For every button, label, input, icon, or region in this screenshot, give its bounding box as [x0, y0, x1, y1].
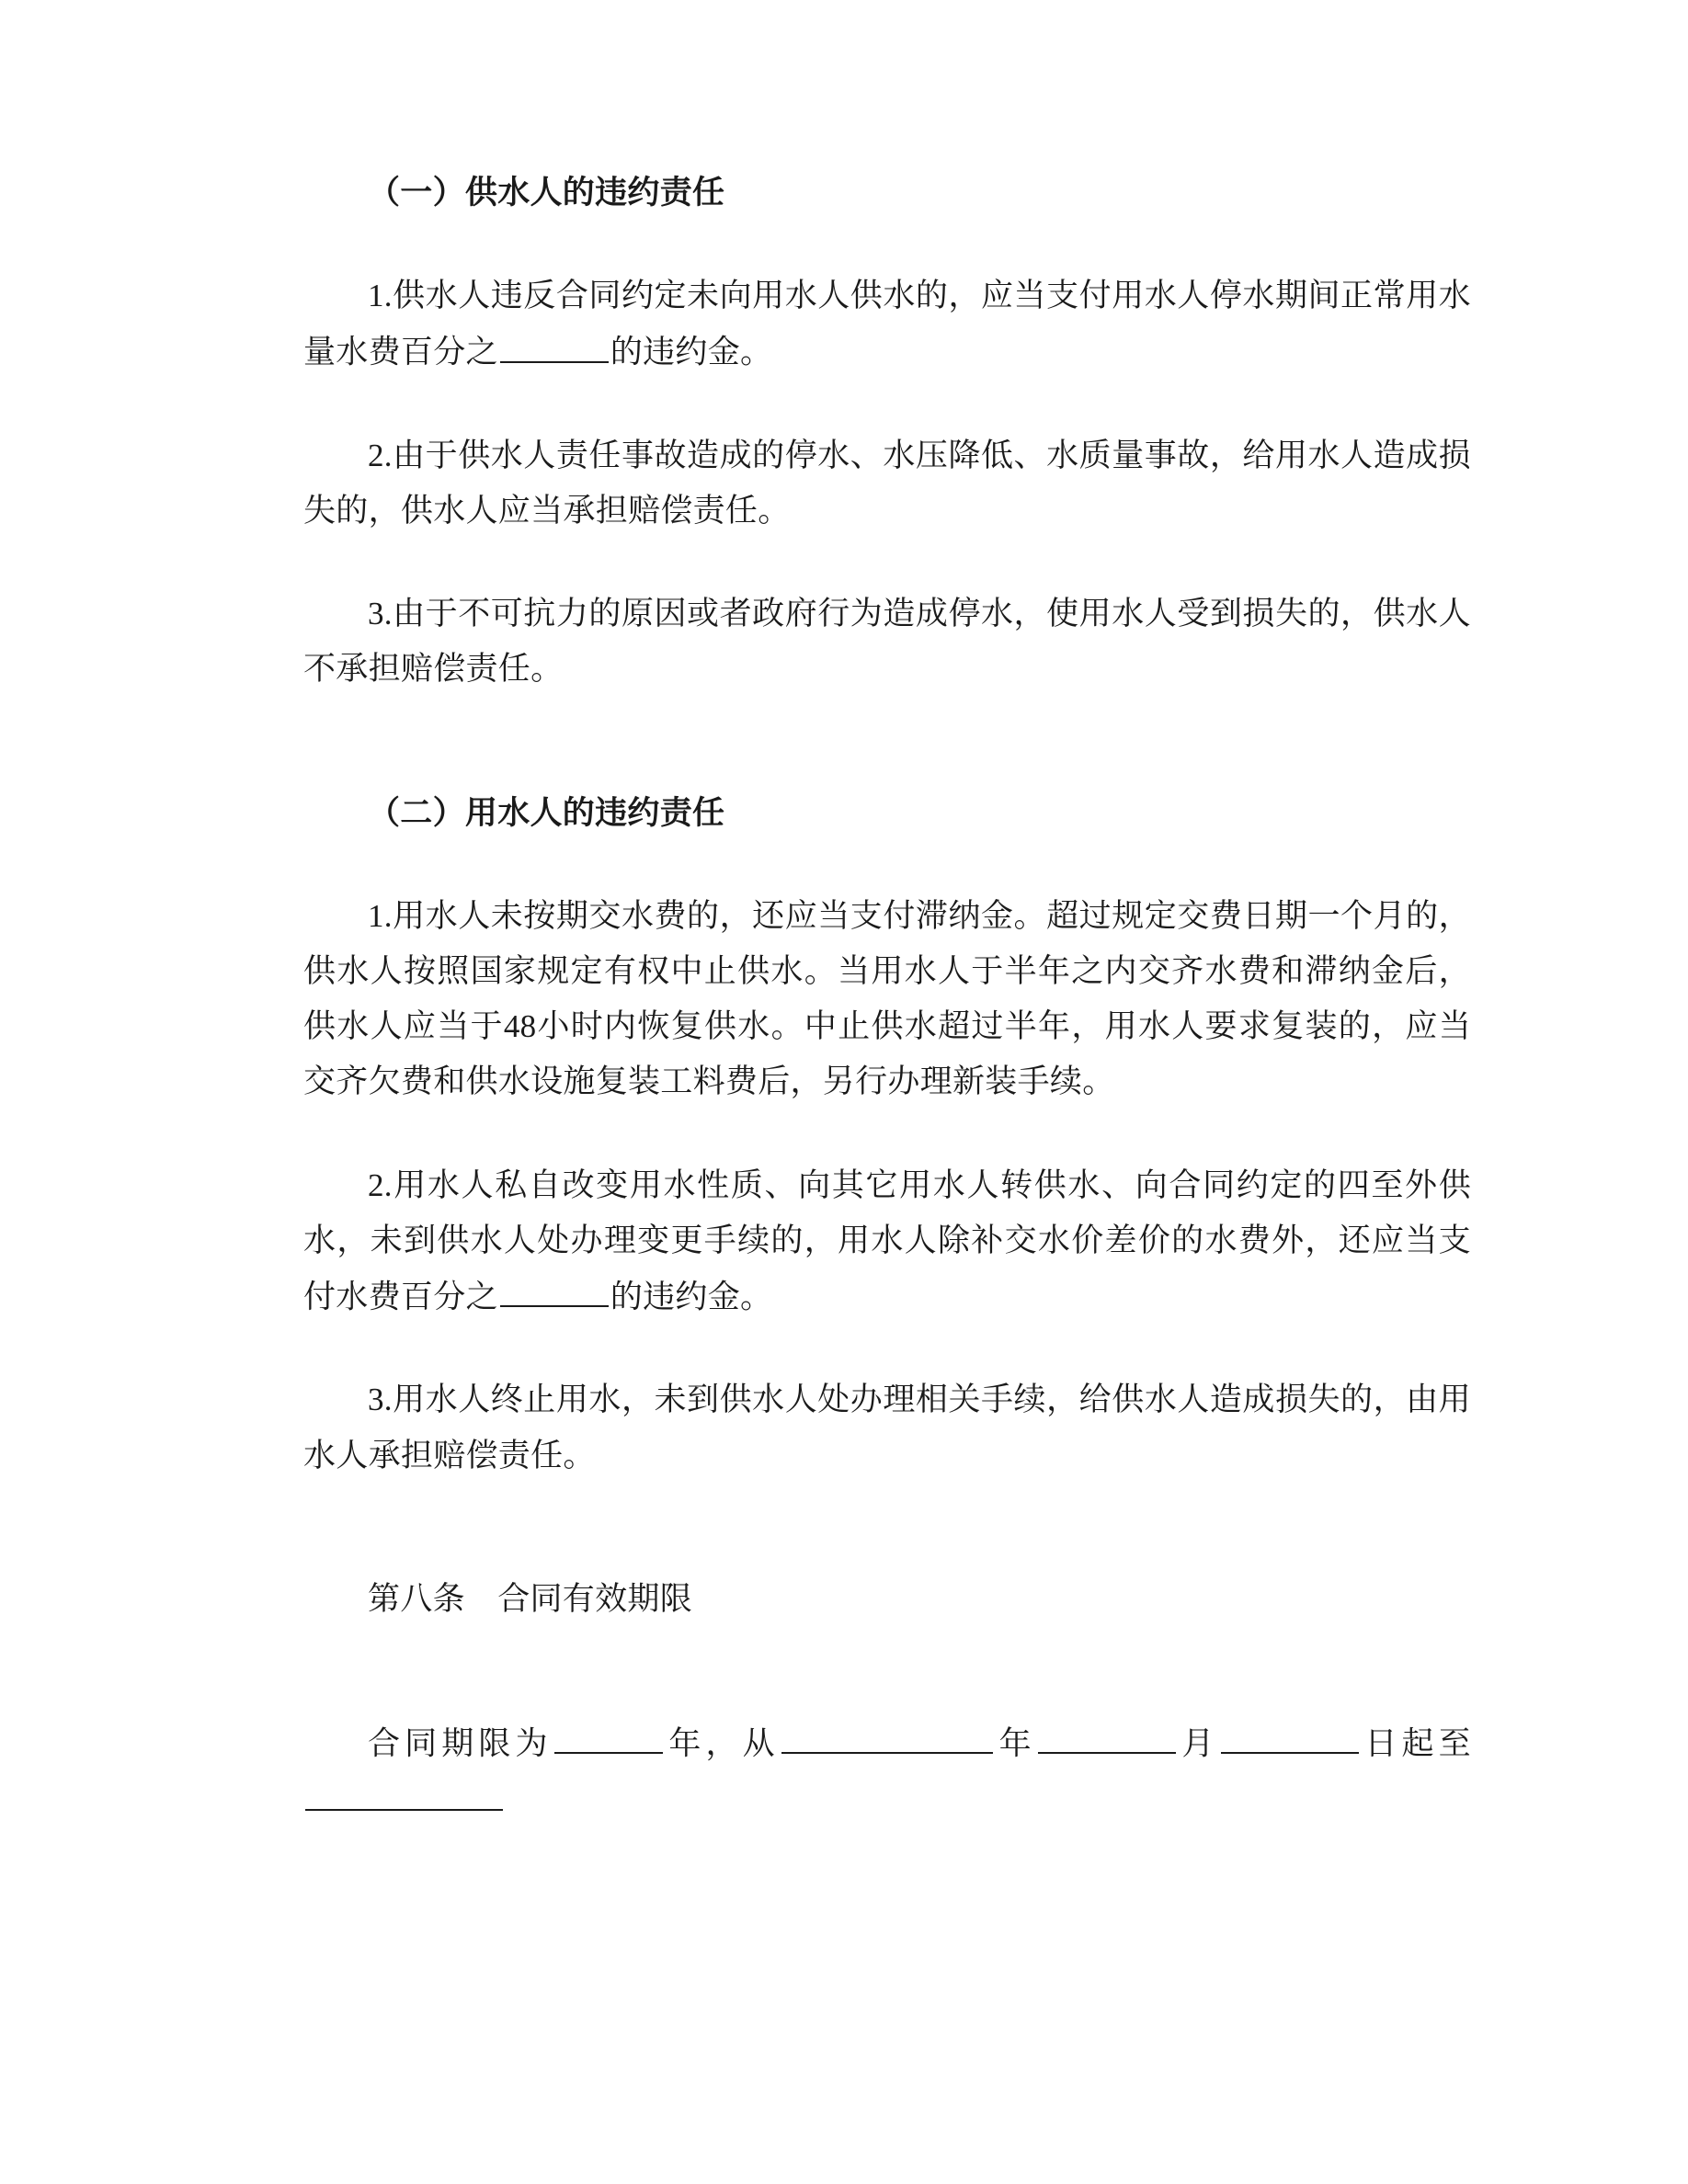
fill-blank-term-years[interactable] — [554, 1715, 663, 1754]
clause-supplier-1 — [303, 268, 1471, 381]
clause-supplier-2: 2.由于供水人责任事故造成的停水、水压降低、水质量事故，给用水人造成损失的，供水人应当承担赔偿责任。 — [303, 437, 1471, 529]
section-heading-supplier-liability: （一）供水人的违约责任 — [368, 175, 725, 210]
fill-blank-end-date[interactable] — [305, 1771, 503, 1810]
fill-blank-start-year[interactable] — [781, 1715, 993, 1754]
section-heading-article-8: 第八条 合同有效期限 — [368, 1580, 693, 1617]
fill-blank-start-month[interactable] — [1038, 1715, 1176, 1754]
clause-user-2 — [303, 1158, 1471, 1325]
fill-blank-penalty-percent-user[interactable] — [500, 1268, 609, 1307]
document-body — [303, 165, 1471, 1828]
clause-user-2-text-b: 的违约金。 — [610, 1279, 773, 1315]
clause-supplier-1-text-a: 1.供水人违反合同约定未向用水人供水的，应当支付用水人停水期间正常用水量水费百分之 — [303, 278, 1471, 370]
term-text-a: 合同期限为 — [368, 1725, 553, 1762]
section-heading-user-liability: （二）用水人的违约责任 — [368, 794, 725, 831]
fill-blank-start-day[interactable] — [1221, 1715, 1359, 1754]
term-text-e: 日起至 — [1360, 1725, 1471, 1762]
clause-user-2-text-a: 2.用水人私自改变用水性质、向其它用水人转供水、向合同约定的四至外供水，未到供水人处办理变更手续的，用水人除补交水价差价的水费外，还应当支付水费百分之 — [303, 1166, 1471, 1315]
term-text-c: 年 — [994, 1725, 1036, 1762]
clause-user-1: 1.用水人未按期交水费的，还应当支付滞纳金。超过规定交费日期一个月的，供水人按照国家规定有权中止供水。当用水人于半年之内交齐水费和滞纳金后，供水人应当于48小时内恢复供水。中止供水超过半年，用水人要求复装的，应当交齐欠费和供水设施复装工料费后，另行办理新装手续。 — [303, 897, 1471, 1100]
clause-supplier-1-text-b: 的违约金。 — [610, 334, 773, 370]
clause-article-8-term — [303, 1715, 1471, 1828]
fill-blank-penalty-percent-supplier[interactable] — [500, 324, 609, 362]
clause-supplier-3: 3.由于不可抗力的原因或者政府行为造成停水，使用水人受到损失的，供水人不承担赔偿责任。 — [303, 596, 1471, 688]
term-text-b: 年，从 — [664, 1725, 780, 1762]
term-text-d: 月 — [1177, 1725, 1219, 1762]
clause-user-3: 3.用水人终止用水，未到供水人处办理相关手续，给供水人造成损失的，由用水人承担赔偿责任。 — [303, 1382, 1471, 1473]
